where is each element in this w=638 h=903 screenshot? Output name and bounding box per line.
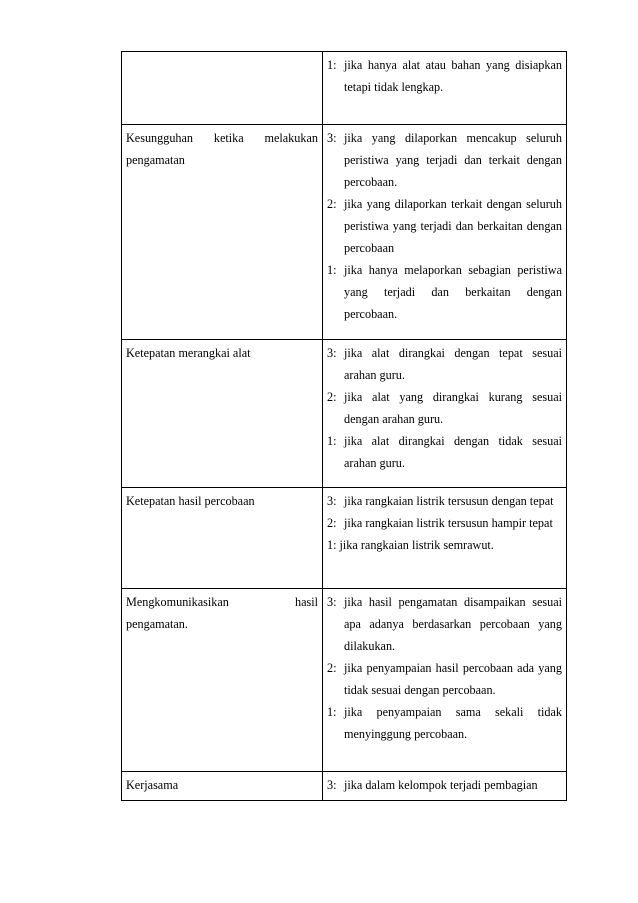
aspect-label: Ketepatan hasil percobaan: [126, 494, 255, 508]
criterion-item: [327, 701, 562, 745]
criterion-score: 3:: [327, 346, 337, 360]
criteria-cell: [323, 340, 567, 488]
criteria-cell: [323, 589, 567, 772]
criterion-score: 2:: [327, 516, 337, 530]
criterion-item: [327, 127, 562, 193]
criterion-text: jika alat dirangkai dengan tepat sesuai arahan guru.: [344, 346, 562, 382]
criterion-score: 3:: [327, 595, 337, 609]
table-row: [122, 488, 567, 589]
assessment-rubric-table: [121, 51, 567, 801]
aspect-label-line: [126, 127, 318, 149]
criterion-item: [327, 259, 562, 325]
criterion-item: [327, 490, 562, 512]
criterion-score: 3:: [327, 131, 337, 145]
criterion-score: 2:: [327, 197, 337, 211]
criterion-item: [327, 534, 562, 556]
aspect-cell: [122, 125, 323, 340]
aspect-word: ketika: [213, 131, 244, 145]
aspect-cell: [122, 52, 323, 125]
criterion-item: [327, 657, 562, 701]
criterion-text: 1: jika rangkaian listrik semrawut.: [327, 538, 494, 552]
criterion-text: jika penyampaian hasil percobaan ada yang tidak sesuai dengan percobaan.: [344, 661, 562, 697]
criterion-text: jika rangkaian listrik tersusun hampir tepat: [344, 516, 553, 530]
aspect-cell: [122, 340, 323, 488]
criterion-score: 1:: [327, 705, 337, 719]
criterion-text: jika penyampaian sama sekali tidak menyinggung percobaan.: [344, 705, 562, 741]
criteria-cell: [323, 52, 567, 125]
table-row: [122, 589, 567, 772]
criterion-item: [327, 386, 562, 430]
criterion-score: 1:: [327, 263, 337, 277]
criterion-item: [327, 193, 562, 259]
aspect-label: Kerjasama: [126, 778, 179, 792]
criterion-text: jika hasil pengamatan disampaikan sesuai apa adanya berdasarkan percobaan yang dilakukan.: [344, 595, 562, 653]
criterion-score: 2:: [327, 390, 337, 404]
criterion-item: [327, 512, 562, 534]
criterion-score: 2:: [327, 661, 337, 675]
aspect-word: hasil: [294, 595, 318, 609]
criterion-text: jika yang dilaporkan terkait dengan seluruh peristiwa yang terjadi dan berkaitan dengan percobaan: [344, 197, 562, 255]
aspect-label: Ketepatan merangkai alat: [126, 346, 251, 360]
criterion-text: jika alat dirangkai dengan tidak sesuai arahan guru.: [344, 434, 562, 470]
aspect-word: melakukan: [264, 131, 318, 145]
aspect-word: Kesungguhan: [126, 131, 194, 145]
criteria-cell: [323, 125, 567, 340]
criterion-item: [327, 591, 562, 657]
aspect-word: Mengkomunikasikan: [126, 595, 229, 609]
table-row: [122, 340, 567, 488]
aspect-label-line: [126, 591, 318, 613]
criterion-score: 3:: [327, 778, 337, 792]
table-row: [122, 52, 567, 125]
aspect-cell: [122, 589, 323, 772]
criterion-item: [327, 774, 562, 796]
criterion-text: jika alat yang dirangkai kurang sesuai dengan arahan guru.: [344, 390, 562, 426]
criterion-item: [327, 54, 562, 98]
criterion-text: jika hanya melaporkan sebagian peristiwa yang terjadi dan berkaitan dengan percobaan.: [344, 263, 562, 321]
aspect-cell: [122, 488, 323, 589]
table-row: [122, 772, 567, 801]
criteria-cell: [323, 772, 567, 801]
criterion-score: 3:: [327, 494, 337, 508]
aspect-label-line: pengamatan: [126, 153, 185, 167]
criterion-item: [327, 430, 562, 474]
criteria-cell: [323, 488, 567, 589]
criterion-score: 1:: [327, 434, 337, 448]
criterion-score: 1:: [327, 58, 337, 72]
table-row: [122, 125, 567, 340]
criterion-text: jika rangkaian listrik tersusun dengan tepat: [344, 494, 554, 508]
aspect-label-line: pengamatan.: [126, 617, 188, 631]
aspect-cell: [122, 772, 323, 801]
criterion-text: jika dalam kelompok terjadi pembagian: [344, 778, 538, 792]
criterion-item: [327, 342, 562, 386]
criterion-text: jika hanya alat atau bahan yang disiapkan tetapi tidak lengkap.: [344, 58, 562, 94]
criterion-text: jika yang dilaporkan mencakup seluruh peristiwa yang terjadi dan terkait dengan percobaan.: [344, 131, 562, 189]
